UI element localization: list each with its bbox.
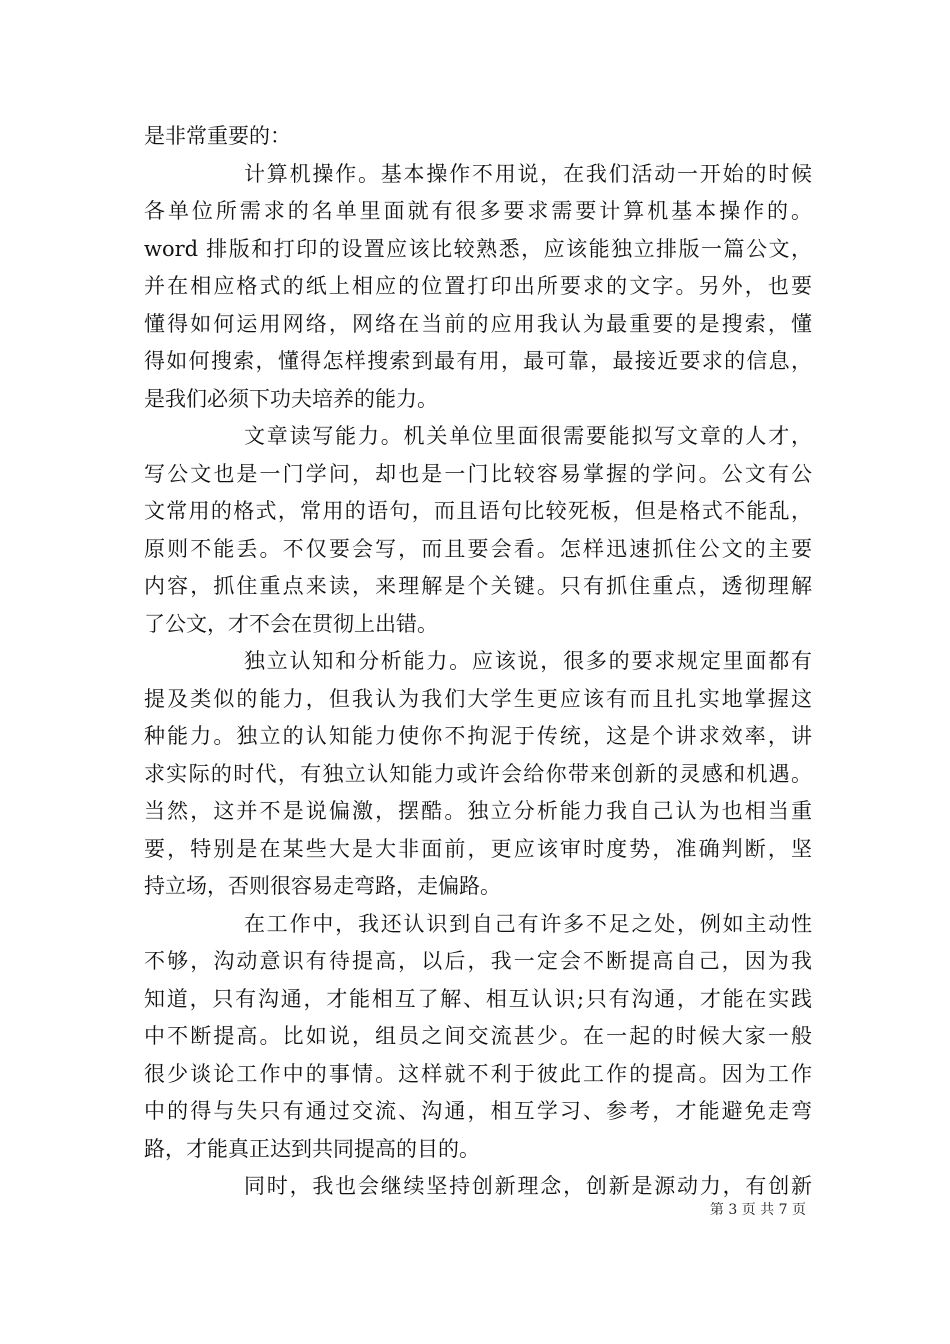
text-line: 很少谈论工作中的事情。这样就不利于彼此工作的提高。因为工作 bbox=[144, 1061, 812, 1086]
text-line: 内容，抓住重点来读，来理解是个关键。只有抓住重点，透彻理解 bbox=[144, 574, 812, 598]
text-line: 在工作中，我还认识到自己有许多不足之处，例如主动性 bbox=[244, 911, 812, 936]
text-line: 持立场，否则很容易走弯路，走偏路。 bbox=[144, 874, 501, 898]
text-line: 求实际的时代，有独立认知能力或许会给你带来创新的灵感和机遇。 bbox=[144, 761, 812, 786]
text-line: 了公文，才不会在贯彻上出错。 bbox=[144, 611, 438, 636]
text-line: 要，特别是在某些大是大非面前，更应该审时度势，准确判断，坚 bbox=[144, 836, 812, 861]
text-line: word 排版和打印的设置应该比较熟悉，应该能独立排版一篇公文， bbox=[144, 236, 812, 261]
text-line: 写公文也是一门学问，却也是一门比较容易掌握的学问。公文有公 bbox=[144, 461, 812, 486]
text-line: 并在相应格式的纸上相应的位置打印出所要求的文字。另外，也要 bbox=[144, 274, 812, 298]
text-line: 知道，只有沟通，才能相互了解、相互认识;只有沟通，才能在实践 bbox=[144, 986, 812, 1011]
text-line: 路，才能真正达到共同提高的目的。 bbox=[144, 1136, 480, 1161]
text-line: 中不断提高。比如说，组员之间交流甚少。在一起的时候大家一般 bbox=[144, 1024, 812, 1048]
text-line: 文常用的格式，常用的语句，而且语句比较死板，但是格式不能乱， bbox=[144, 499, 812, 523]
text-line: 得如何搜索，懂得怎样搜索到最有用，最可靠，最接近要求的信息， bbox=[144, 349, 812, 373]
text-line: 各单位所需求的名单里面就有很多要求需要计算机基本操作的。 bbox=[144, 199, 812, 223]
text-line: 是非常重要的： bbox=[144, 124, 291, 148]
text-line: 不够，沟动意识有待提高，以后，我一定会不断提高自己，因为我 bbox=[144, 949, 812, 973]
text-line: 当然，这并不是说偏激，摆酷。独立分析能力我自己认为也相当重 bbox=[144, 799, 812, 823]
text-line: 懂得如何运用网络，网络在当前的应用我认为最重要的是搜索，懂 bbox=[144, 311, 812, 336]
text-line: 是我们必须下功夫培养的能力。 bbox=[144, 386, 438, 411]
text-line: 文章读写能力。机关单位里面很需要能拟写文章的人才， bbox=[244, 424, 812, 448]
text-line: 种能力。独立的认知能力使你不拘泥于传统，这是个讲求效率，讲 bbox=[144, 724, 812, 748]
text-line: 原则不能丢。不仅要会写，而且要会看。怎样迅速抓住公文的主要 bbox=[144, 536, 812, 561]
text-line: 独立认知和分析能力。应该说，很多的要求规定里面都有 bbox=[244, 649, 812, 673]
text-line: 中的得与失只有通过交流、沟通，相互学习、参考，才能避免走弯 bbox=[144, 1099, 812, 1123]
text-line: 计算机操作。基本操作不用说，在我们活动一开始的时候 bbox=[244, 161, 812, 186]
text-line: 提及类似的能力，但我认为我们大学生更应该有而且扎实地掌握这 bbox=[144, 686, 812, 711]
body-text bbox=[144, 118, 812, 1206]
text-line: 同时，我也会继续坚持创新理念，创新是源动力，有创新 bbox=[244, 1174, 812, 1198]
page-footer: 第 3 页 共 7 页 bbox=[709, 1202, 806, 1218]
